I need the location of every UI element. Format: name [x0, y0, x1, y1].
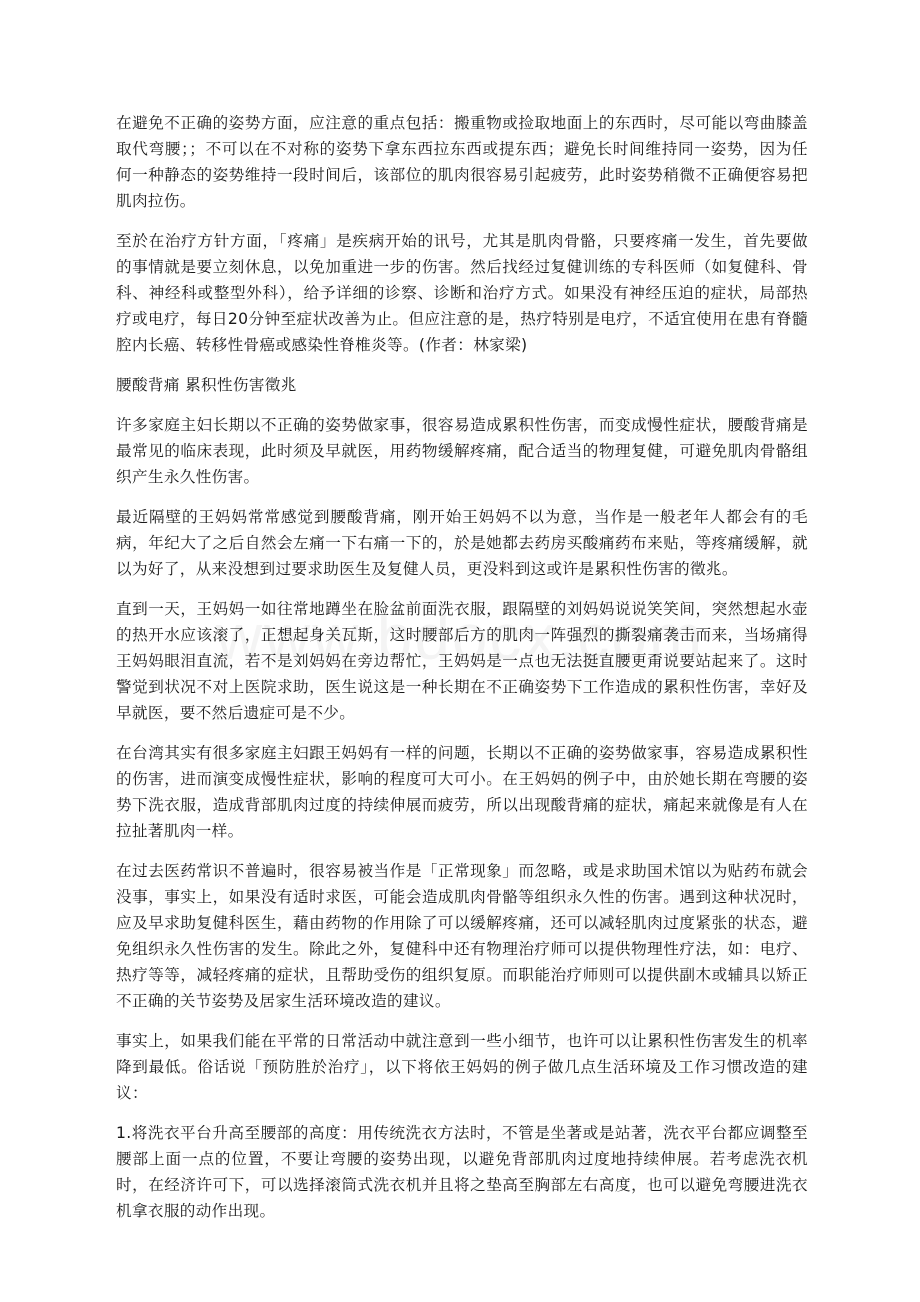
paragraph-taiwan: 在台湾其实有很多家庭主妇跟王妈妈有一样的问题，长期以不正确的姿势做家事，容易造成累积性的伤害，进而演变成慢性症状，影响的程度可大可小。在王妈妈的例子中，由於她长期在弯腰的姿势下洗衣服，造成背部肌肉过度的持续伸展而疲劳，所以出现酸背痛的症状，痛起来就像是有人在拉扯著肌肉一样。: [116, 744, 808, 840]
paragraph-posture: 在避免不正确的姿势方面，应注意的重点包括：搬重物或捡取地面上的东西时，尽可能以弯曲膝盖取代弯腰；；不可以在不对称的姿势下拿东西拉东西或提东西；避免长时间维持同一姿势，因为任何一种静态的姿势维持一段时间后，该部位的肌肉很容易引起疲劳，此时姿势稍微不正确便容易把肌肉拉伤。: [116, 114, 808, 210]
paragraph-housewives: 许多家庭主妇长期以不正确的姿势做家事，很容易造成累积性伤害，而变成慢性症状，腰酸背痛是最常见的临床表现，此时须及早就医，用药物缓解疼痛，配合适当的物理复健，可避免肌肉骨骼组织产生永久性伤害。: [116, 416, 808, 486]
paragraph-suggestion-1: 1.将洗衣平台升高至腰部的高度：用传统洗衣方法时，不管是坐著或是站著，洗衣平台都应调整至腰部上面一点的位置，不要让弯腰的姿势出现，以避免背部肌肉过度地持续伸展。若考虑洗衣机时，在经济许可下，可以选择滚筒式洗衣机并且将之垫高至胸部左右高度，也可以避免弯腰进洗衣机拿衣服的动作出现。: [116, 1124, 808, 1220]
section-heading: 腰酸背痛 累积性伤害徵兆: [116, 376, 297, 394]
paragraph-past-medicine: 在过去医药常识不普遍时，很容易被当作是「正常现象」而忽略，或是求助国术馆以为贴药布就会没事，事实上，如果没有适时求医，可能会造成肌肉骨骼等组织永久性的伤害。遇到这种状况时，应及早求助复健科医生，藉由药物的作用除了可以缓解疼痛，还可以减轻肌肉过度紧张的状态，避免组织永久性伤害的发生。除此之外，复健科中还有物理治疗师可以提供物理性疗法，如：电疗、热疗等等，减轻疼痛的症状，且帮助受伤的组织复原。而职能治疗师则可以提供副木或辅具以矫正不正确的关节姿势及居家生活环境改造的建议。: [116, 862, 808, 1010]
paragraph-incident: 直到一天，王妈妈一如往常地蹲坐在脸盆前面洗衣服，跟隔壁的刘妈妈说说笑笑间，突然想起水壶的热开水应该滚了，正想起身关瓦斯，这时腰部后方的肌肉一阵强烈的撕裂痛袭击而来，当场痛得王妈妈眼泪直流，若不是刘妈妈在旁边帮忙，王妈妈是一点也无法挺直腰更甭说要站起来了。这时警觉到状况不对上医院求助，医生说这是一种长期在不正确姿势下工作造成的累积性伤害，幸好及早就医，要不然后遗症可是不少。: [116, 600, 808, 722]
paragraph-prevention: 事实上，如果我们能在平常的日常活动中就注意到一些小细节，也许可以让累积性伤害发生的机率降到最低。俗话说「预防胜於治疗」，以下将依王妈妈的例子做几点生活环境及工作习惯改造的建议：: [116, 1032, 808, 1102]
paragraph-neighbor: 最近隔壁的王妈妈常常感觉到腰酸背痛，刚开始王妈妈不以为意，当作是一般老年人都会有的毛病，年纪大了之后自然会左痛一下右痛一下的，於是她都去药房买酸痛药布来贴，等疼痛缓解，就以为好了，从来没想到过要求助医生及复健人员，更没料到这或许是累积性伤害的徵兆。: [116, 508, 808, 578]
document-page: [116, 110, 808, 1238]
paragraph-treatment: 至於在治疗方针方面，「疼痛」是疾病开始的讯号，尤其是肌肉骨骼，只要疼痛一发生，首先要做的事情就是要立刻休息，以免加重进一步的伤害。然后找经过复健训练的专科医师（如复健科、骨科、神经科或整型外科），给予详细的诊察、诊断和治疗方式。如果没有神经压迫的症状，局部热疗或电疗，每日20分钟至症状改善为止。但应注意的是，热疗特别是电疗，不适宜使用在患有脊髓腔内长癌、转移性骨癌或感染性脊椎炎等。(作者：林家梁): [116, 232, 808, 354]
